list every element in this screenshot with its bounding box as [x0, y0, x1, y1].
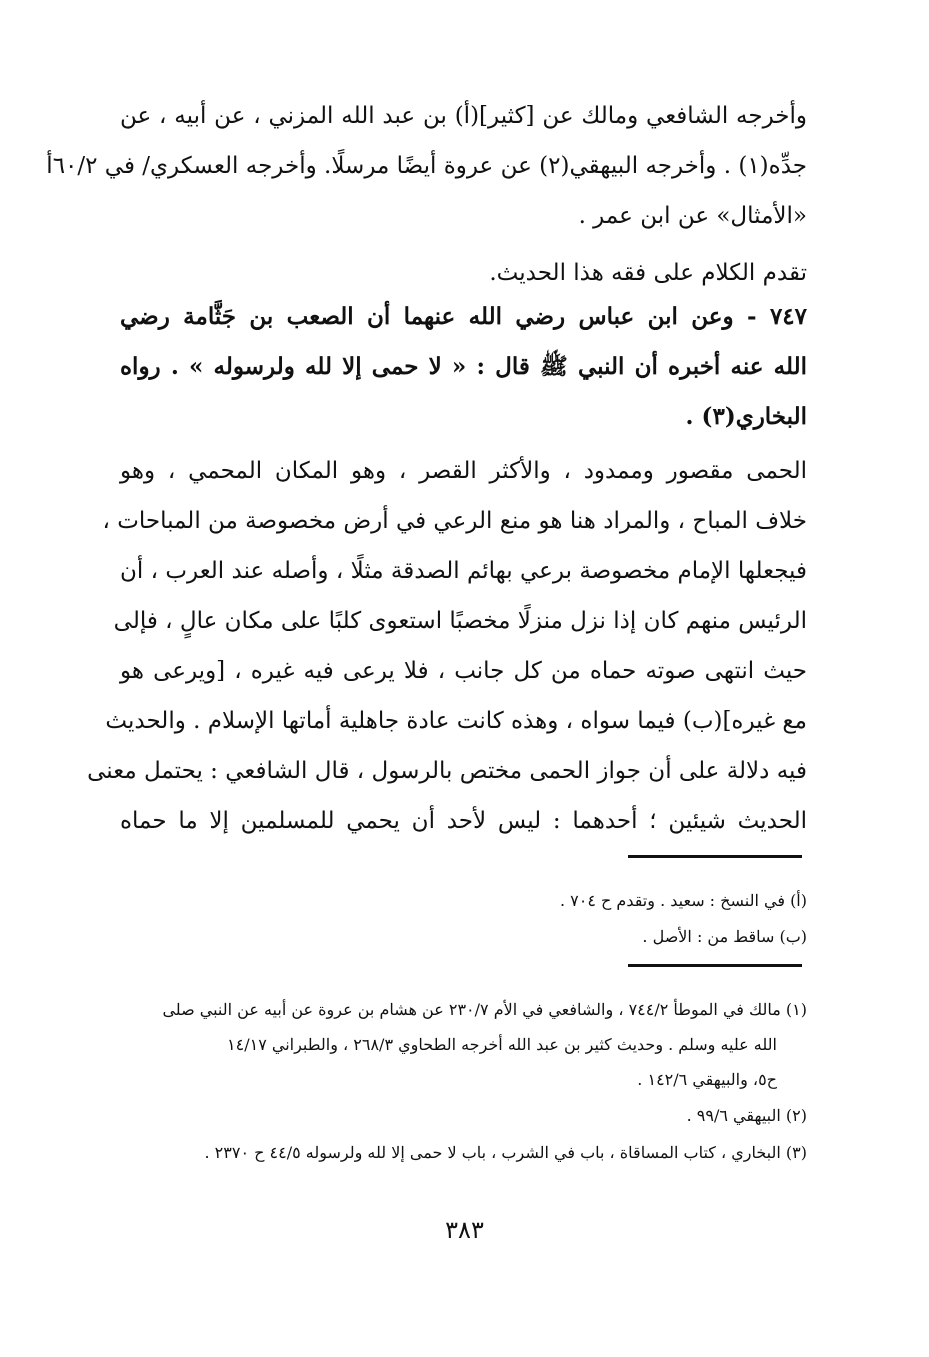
commentary-line: مع غيره](ب) فيما سواه ، وهذه كانت عادة جاهلية أماتها الإسلام . والحديث	[105, 708, 807, 734]
variant-note: (أ) في النسخ : سعيد . وتقدم ح ٧٠٤ .	[559, 891, 807, 910]
text-line: تقدم الكلام على فقه هذا الحديث.	[489, 260, 807, 286]
commentary-line: الحمى مقصور وممدود ، والأكثر القصر ، وهو المكان المحمي ، وهو	[120, 458, 807, 484]
hadith-line: ٧٤٧ - وعن ابن عباس رضي الله عنهما أن الصعب بن جَثَّامة رضي	[120, 303, 807, 330]
footnote: (٢) البيهقي ٩٩/٦ .	[686, 1106, 807, 1125]
main-text	[46, 0, 807, 900]
footnote: (١) مالك في الموطأ ٧٤٤/٢ ، والشافعي في الأم ٢٣٠/٧ عن هشام بن عروة عن أبيه عن النبي صلى	[162, 1000, 807, 1019]
footnote-separator	[628, 964, 802, 967]
commentary-line: الحديث شيئين ؛ أحدهما : ليس لأحد أن يحمي للمسلمين إلا ما حماه	[120, 808, 807, 834]
variant-note: (ب) ساقط من : الأصل .	[642, 927, 807, 946]
commentary-line: فيه دلالة على أن جواز الحمى مختص بالرسول ، قال الشافعي : يحتمل معنى	[87, 758, 807, 784]
commentary-line: الرئيس منهم كان إذا نزل منزلًا مخصبًا استعوى كلبًا على مكان عالٍ ، فإلى	[113, 608, 807, 634]
text-line: جدِّه(١) . وأخرجه البيهقي(٢) عن عروة أيضًا مرسلًا. وأخرجه العسكري/ في ٦٠/٢أ	[46, 153, 807, 179]
text-line: وأخرجه الشافعي ومالك عن [كثير](أ) بن عبد الله المزني ، عن أبيه ، عن	[120, 103, 807, 129]
hadith-line: الله عنه أخبره أن النبي ﷺ قال : « لا حمى إلا لله ولرسوله » . رواه	[120, 353, 807, 380]
page-number: ٣٨٣	[445, 1216, 484, 1244]
hadith-line: البخاري(٣) .	[685, 403, 807, 430]
footnote-separator	[628, 855, 802, 858]
commentary-line: فيجعلها الإمام مخصوصة برعي بهائم الصدقة مثلًا ، وأصله عند العرب ، أن	[120, 558, 807, 584]
commentary-line: حيث انتهى صوته حماه من كل جانب ، فلا يرعى فيه غيره ، [ويرعى هو	[120, 658, 807, 684]
footnote: (٣) البخاري ، كتاب المساقاة ، باب في الشرب ، باب لا حمى إلا لله ولرسوله ٤٤/٥ ح ٢٣٧٠ .	[204, 1143, 807, 1162]
commentary-line: خلاف المباح ، والمراد هنا هو منع الرعي في أرض مخصوصة من المباحات ،	[102, 508, 807, 534]
text-line: «الأمثال» عن ابن عمر .	[578, 203, 807, 229]
footnote: ح٥، والبيهقي ١٤٢/٦ .	[637, 1070, 777, 1089]
footnote: الله عليه وسلم . وحديث كثير بن عبد الله أخرجه الطحاوي ٢٦٨/٣ ، والطبراني ١٤/١٧	[227, 1035, 777, 1054]
